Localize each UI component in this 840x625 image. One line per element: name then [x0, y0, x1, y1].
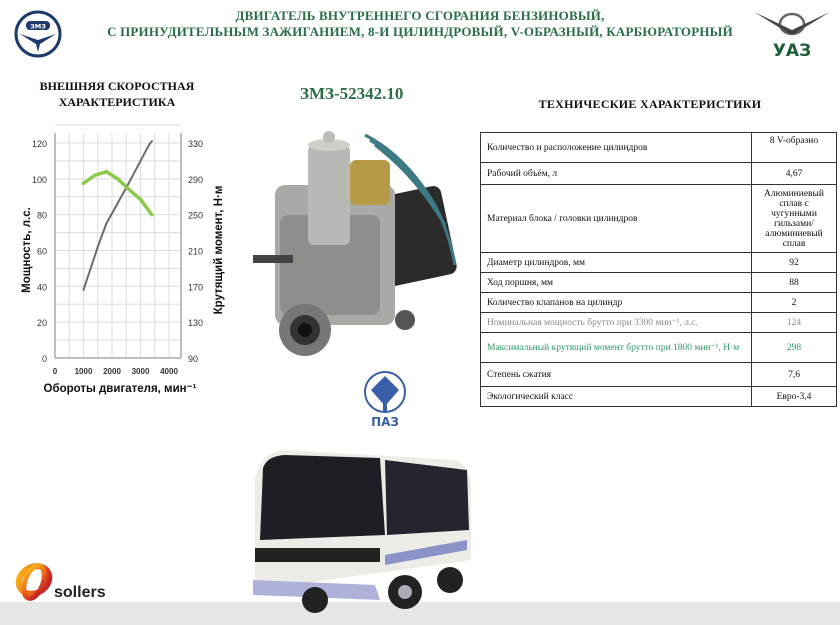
specs-title: ТЕХНИЧЕСКИЕ ХАРАКТЕРИСТИКИ — [538, 97, 762, 111]
spec-value: 8 V-образно — [752, 133, 837, 163]
spec-row — [481, 133, 837, 163]
spec-value: 124 — [752, 313, 837, 333]
spec-row — [481, 185, 837, 253]
svg-text:210: 210 — [188, 246, 204, 257]
chart-title-line-2: ХАРАКТЕРИСТИКА — [58, 95, 176, 109]
chart-title-line-1: ВНЕШНЯЯ СКОРОСТНАЯ — [39, 79, 195, 93]
svg-text:4000: 4000 — [160, 367, 178, 376]
engine-model: ЗМЗ-52342.10 — [300, 84, 404, 103]
spec-value: 298 — [752, 333, 837, 363]
spec-value: 2 — [752, 293, 837, 313]
engine-image — [245, 115, 470, 365]
spec-row — [481, 387, 837, 407]
specs-table — [480, 132, 837, 407]
spec-label: Номинальная мощность брутто при 3300 мин⁻¹, л.с. — [481, 313, 752, 333]
svg-text:170: 170 — [188, 282, 204, 293]
svg-text:0: 0 — [41, 354, 47, 364]
spec-label: Максимальный крутящий момент брутто при 1800 мин⁻¹, Н·м — [481, 333, 752, 363]
spec-label: Экологический класс — [481, 387, 752, 407]
svg-text:120: 120 — [31, 139, 47, 149]
bus-image — [245, 440, 475, 625]
svg-text:УАЗ: УАЗ — [772, 41, 812, 60]
spec-row — [481, 253, 837, 273]
spec-label: Количество и расположение цилиндров — [481, 133, 752, 163]
spec-row — [481, 293, 837, 313]
svg-text:20: 20 — [36, 318, 47, 329]
spec-label: Ход поршня, мм — [481, 273, 752, 293]
sollers-logo — [12, 560, 122, 615]
title-line-2: С ПРИНУДИТЕЛЬНЫМ ЗАЖИГАНИЕМ, 8-И ЦИЛИНДРОВЫЙ, V-ОБРАЗНЫЙ, КАРБЮРАТОРНЫЙ — [107, 24, 733, 39]
main-title — [60, 8, 780, 40]
spec-value: Евро-3,4 — [752, 387, 837, 407]
svg-text:60: 60 — [36, 246, 47, 257]
svg-text:250: 250 — [188, 210, 204, 221]
spec-label: Количество клапанов на цилиндр — [481, 293, 752, 313]
svg-text:100: 100 — [31, 174, 47, 185]
speed-characteristic-chart — [0, 120, 240, 405]
spec-value: 4,67 — [752, 163, 837, 185]
spec-label: Диаметр цилиндров, мм — [481, 253, 752, 273]
zmz-logo — [14, 10, 62, 63]
svg-text:Обороты двигателя, мин⁻¹: Обороты двигателя, мин⁻¹ — [43, 383, 197, 395]
paz-logo — [355, 368, 415, 433]
svg-text:40: 40 — [36, 282, 47, 293]
svg-text:1000: 1000 — [74, 367, 93, 376]
svg-text:2000: 2000 — [103, 367, 121, 376]
spec-value: 88 — [752, 273, 837, 293]
spec-row — [481, 273, 837, 293]
svg-text:Мощность, л.с.: Мощность, л.с. — [21, 207, 33, 293]
torque-line — [84, 172, 152, 215]
svg-text:ЗМЗ: ЗМЗ — [30, 22, 46, 31]
spec-label: Материал блока / головки цилиндров — [481, 185, 752, 253]
title-line-1: ДВИГАТЕЛЬ ВНУТРЕННЕГО СГОРАНИЯ БЕНЗИНОВЫЙ, — [235, 8, 605, 23]
spec-row — [481, 363, 837, 387]
svg-text:80: 80 — [36, 210, 47, 221]
svg-text:330: 330 — [188, 139, 204, 149]
power-line — [84, 141, 152, 290]
svg-text:130: 130 — [188, 318, 204, 329]
chart-canvas — [0, 120, 240, 400]
svg-text:0: 0 — [52, 367, 58, 376]
spec-value: Алюминиевый сплав с чугунными гильзами/ алюминиевый сплав — [752, 185, 837, 253]
spec-row — [481, 333, 837, 363]
spec-value: 92 — [752, 253, 837, 273]
svg-text:3000: 3000 — [131, 367, 150, 376]
spec-label: Рабочий объём, л — [481, 163, 752, 185]
spec-row — [481, 163, 837, 185]
svg-text:sollers: sollers — [54, 584, 106, 601]
chart-title — [22, 78, 212, 110]
svg-text:ПАЗ: ПАЗ — [371, 415, 399, 428]
svg-text:90: 90 — [188, 354, 199, 364]
uaz-logo — [752, 8, 832, 65]
spec-row — [481, 313, 837, 333]
spec-label: Степень сжатия — [481, 363, 752, 387]
svg-text:Крутящий момент, Н·м: Крутящий момент, Н·м — [213, 185, 225, 315]
spec-value: 7,6 — [752, 363, 837, 387]
svg-text:290: 290 — [188, 174, 204, 185]
